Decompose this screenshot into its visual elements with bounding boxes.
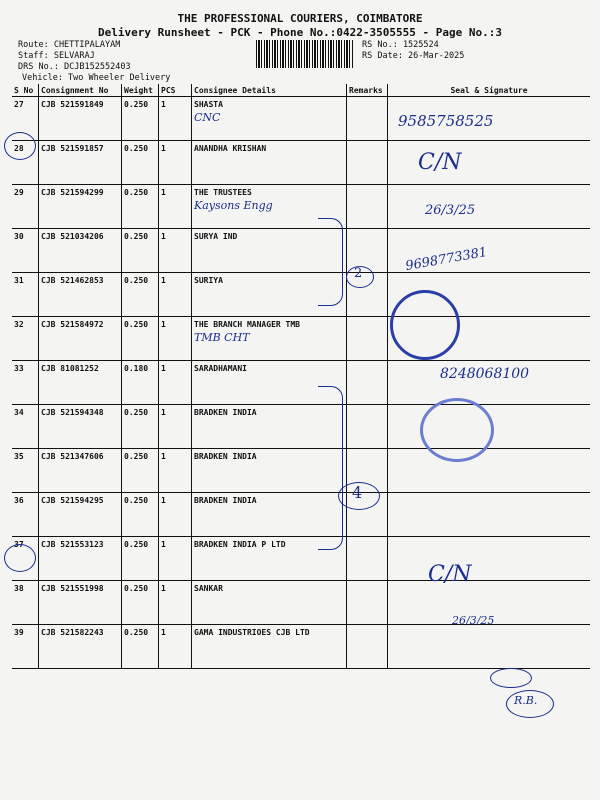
cell-sno	[12, 493, 39, 537]
cell-sno-text: 29	[14, 188, 24, 197]
signature-29: 26/3/25	[425, 203, 476, 218]
cell-consignee-text: BRADKEN INDIA	[194, 496, 257, 505]
cell-remarks	[347, 581, 388, 625]
cell-consignment	[39, 361, 122, 405]
cell-remarks	[347, 625, 388, 669]
cell-pcs-text: 1	[161, 364, 166, 373]
cell-pcs-text: 1	[161, 408, 166, 417]
cell-sno	[12, 185, 39, 229]
cell-weight-text: 0.250	[124, 144, 149, 153]
cell-weight	[122, 317, 159, 361]
cell-consignee	[192, 581, 347, 625]
footer-initials: R.B.	[514, 694, 538, 707]
cell-sno	[12, 229, 39, 273]
table-row	[12, 141, 590, 185]
cell-consignment	[39, 449, 122, 493]
cell-weight-text: 0.250	[124, 452, 149, 461]
signature-28: C/N	[418, 150, 462, 175]
cell-consignee-text: SURIYA	[194, 276, 223, 285]
cell-remarks	[347, 537, 388, 581]
cell-pcs-text: 1	[161, 452, 166, 461]
cell-signature	[388, 185, 591, 229]
cell-weight-text: 0.250	[124, 408, 149, 417]
table-row	[12, 97, 590, 141]
cell-sno-text: 27	[14, 100, 24, 109]
barcode	[256, 40, 354, 68]
company-seal-stamp	[390, 290, 460, 360]
table-row	[12, 581, 590, 625]
cell-sno	[12, 581, 39, 625]
cell-signature	[388, 449, 591, 493]
cell-sno-text: 34	[14, 408, 24, 417]
cell-consignment-text: CJB 521594299	[41, 188, 104, 197]
table-row	[12, 273, 590, 317]
cell-pcs	[159, 537, 192, 581]
cell-consignment	[39, 229, 122, 273]
cell-pcs	[159, 449, 192, 493]
col-sno: S No	[12, 84, 39, 97]
signature-33: 8248068100	[440, 366, 530, 382]
drs-number: DRS No.: DCJB152552403	[18, 62, 131, 72]
cell-weight-text: 0.250	[124, 496, 149, 505]
remark-bracket-2	[318, 386, 343, 550]
col-consignment: Consignment No	[39, 84, 122, 97]
table-row	[12, 625, 590, 669]
handwritten-note: Kaysons Engg	[194, 199, 273, 212]
cell-weight-text: 0.250	[124, 232, 149, 241]
cell-sno	[12, 317, 39, 361]
cell-consignment-text: CJB 521034206	[41, 232, 104, 241]
cell-consignee	[192, 625, 347, 669]
cell-pcs	[159, 493, 192, 537]
cell-signature	[388, 537, 591, 581]
cell-pcs-text: 1	[161, 276, 166, 285]
cell-sno	[12, 361, 39, 405]
cell-remarks	[347, 185, 388, 229]
cell-weight	[122, 361, 159, 405]
cell-sno-text: 39	[14, 628, 24, 637]
handwritten-note: TMB CHT	[194, 331, 250, 344]
signature-31: 9698773381	[404, 244, 489, 275]
cell-weight-text: 0.250	[124, 276, 149, 285]
col-signature: Seal & Signature	[388, 84, 591, 97]
row-28-circle-mark	[4, 132, 36, 160]
cell-sno	[12, 273, 39, 317]
remark-count-2: 4	[352, 483, 363, 502]
cell-consignment-text: CJB 521591857	[41, 144, 104, 153]
cell-sno-text: 36	[14, 496, 24, 505]
cell-consignment	[39, 581, 122, 625]
cell-weight	[122, 97, 159, 141]
table-row	[12, 317, 590, 361]
cell-sno-text: 38	[14, 584, 24, 593]
cell-remarks	[347, 97, 388, 141]
cell-pcs-text: 1	[161, 320, 166, 329]
cell-sno	[12, 405, 39, 449]
cell-consignment-text: CJB 521462853	[41, 276, 104, 285]
cell-consignee	[192, 141, 347, 185]
cell-sno-text: 32	[14, 320, 24, 329]
cell-consignment-text: CJB 521594295	[41, 496, 104, 505]
rs-number: RS No.: 1525524	[362, 40, 439, 50]
cell-consignment-text: CJB 521584972	[41, 320, 104, 329]
cell-consignee-text: SANKAR	[194, 584, 223, 593]
signature-39: 26/3/25	[452, 614, 495, 627]
cell-remarks	[347, 141, 388, 185]
cell-consignee-text: BRADKEN INDIA P LTD	[194, 540, 286, 549]
cell-sno-text: 28	[14, 144, 24, 153]
rs-date: RS Date: 26-Mar-2025	[362, 51, 465, 61]
cell-consignment	[39, 273, 122, 317]
cell-consignee-text: GAMA INDUSTRIOES CJB LTD	[194, 628, 310, 637]
cell-pcs-text: 1	[161, 496, 166, 505]
cell-pcs	[159, 361, 192, 405]
cell-sno	[12, 449, 39, 493]
cell-pcs	[159, 581, 192, 625]
col-pcs: PCS	[159, 84, 192, 97]
cell-consignment	[39, 97, 122, 141]
cell-pcs-text: 1	[161, 232, 166, 241]
cell-consignee-text: SURYA IND	[194, 232, 238, 241]
table-row	[12, 405, 590, 449]
cell-weight	[122, 493, 159, 537]
cell-consignment-text: CJB 521347606	[41, 452, 104, 461]
cell-consignment-text: CJB 81081252	[41, 364, 99, 373]
cell-weight-text: 0.250	[124, 628, 149, 637]
remark-count-1: 2	[354, 266, 363, 281]
cell-sno-text: 35	[14, 452, 24, 461]
cell-sno-text: 31	[14, 276, 24, 285]
cell-signature	[388, 625, 591, 669]
cell-pcs	[159, 625, 192, 669]
runsheet-subtitle: Delivery Runsheet - PCK - Phone No.:0422-3505555 - Page No.:3	[98, 26, 502, 39]
cell-consignee-text: THE BRANCH MANAGER TMB	[194, 320, 300, 329]
cell-weight	[122, 449, 159, 493]
staff-label: Staff: SELVARAJ	[18, 51, 95, 61]
table-header-row	[12, 84, 590, 97]
cell-consignment	[39, 625, 122, 669]
cell-pcs	[159, 273, 192, 317]
cell-consignment	[39, 493, 122, 537]
signature-27: 9585758525	[398, 112, 494, 130]
cell-pcs-text: 1	[161, 100, 166, 109]
cell-pcs	[159, 405, 192, 449]
cell-consignment-text: CJB 521594348	[41, 408, 104, 417]
cell-consignment	[39, 405, 122, 449]
cell-weight-text: 0.250	[124, 320, 149, 329]
cell-sno-text: 30	[14, 232, 24, 241]
signature-38: C/N	[428, 562, 472, 587]
cell-consignee	[192, 317, 347, 361]
cell-sno	[12, 625, 39, 669]
handwritten-note: CNC	[194, 111, 221, 124]
cell-consignment	[39, 317, 122, 361]
table-row	[12, 229, 590, 273]
vehicle-label: Vehicle: Two Wheeler Delivery	[22, 73, 171, 83]
cell-weight	[122, 229, 159, 273]
cell-consignment-text: CJB 521582243	[41, 628, 104, 637]
cell-consignee	[192, 97, 347, 141]
cell-pcs	[159, 185, 192, 229]
cell-weight	[122, 581, 159, 625]
bradken-seal-stamp	[420, 398, 494, 462]
remark-bracket-1	[318, 218, 343, 306]
table-row	[12, 449, 590, 493]
cell-consignee-text: SARADHAMANI	[194, 364, 247, 373]
cell-weight	[122, 537, 159, 581]
cell-consignee-text: ANANDHA KRISHAN	[194, 144, 267, 153]
cell-sno-text: 37	[14, 540, 24, 549]
cell-pcs	[159, 229, 192, 273]
cell-consignment	[39, 185, 122, 229]
cell-pcs-text: 1	[161, 144, 166, 153]
col-consignee: Consignee Details	[192, 84, 347, 97]
cell-pcs-text: 1	[161, 188, 166, 197]
company-title: THE PROFESSIONAL COURIERS, COIMBATORE	[177, 12, 423, 25]
cell-consignee-text: THE TRUSTEES	[194, 188, 252, 197]
route-label: Route: CHETTIPALAYAM	[18, 40, 121, 50]
cell-weight	[122, 405, 159, 449]
cell-consignee-text: BRADKEN INDIA	[194, 408, 257, 417]
cell-remarks	[347, 229, 388, 273]
cell-weight	[122, 273, 159, 317]
table-row	[12, 493, 590, 537]
cell-weight	[122, 625, 159, 669]
cell-pcs-text: 1	[161, 584, 166, 593]
cell-pcs	[159, 317, 192, 361]
cell-pcs	[159, 97, 192, 141]
cell-weight	[122, 185, 159, 229]
cell-signature	[388, 493, 591, 537]
cell-sno-text: 33	[14, 364, 24, 373]
cell-weight-text: 0.250	[124, 584, 149, 593]
cell-weight-text: 0.250	[124, 100, 149, 109]
cell-remarks	[347, 317, 388, 361]
row-38-circle-mark	[4, 544, 36, 572]
cell-consignment-text: CJB 521551998	[41, 584, 104, 593]
cell-pcs-text: 1	[161, 540, 166, 549]
cell-remarks	[347, 361, 388, 405]
cell-weight-text: 0.250	[124, 540, 149, 549]
cell-pcs-text: 1	[161, 628, 166, 637]
cell-consignment-text: CJB 521553123	[41, 540, 104, 549]
cell-consignment-text: CJB 521591849	[41, 100, 104, 109]
cell-consignee-text: SHASTA	[194, 100, 223, 109]
footer-oval-mark	[490, 668, 532, 688]
cell-consignment	[39, 141, 122, 185]
cell-weight-text: 0.250	[124, 188, 149, 197]
table-row	[12, 537, 590, 581]
col-remarks: Remarks	[347, 84, 388, 97]
cell-consignee-text: BRADKEN INDIA	[194, 452, 257, 461]
cell-consignment	[39, 537, 122, 581]
table-row	[12, 185, 590, 229]
col-weight: Weight	[122, 84, 159, 97]
cell-weight-text: 0.180	[124, 364, 149, 373]
cell-weight	[122, 141, 159, 185]
cell-pcs	[159, 141, 192, 185]
cell-remarks	[347, 405, 388, 449]
